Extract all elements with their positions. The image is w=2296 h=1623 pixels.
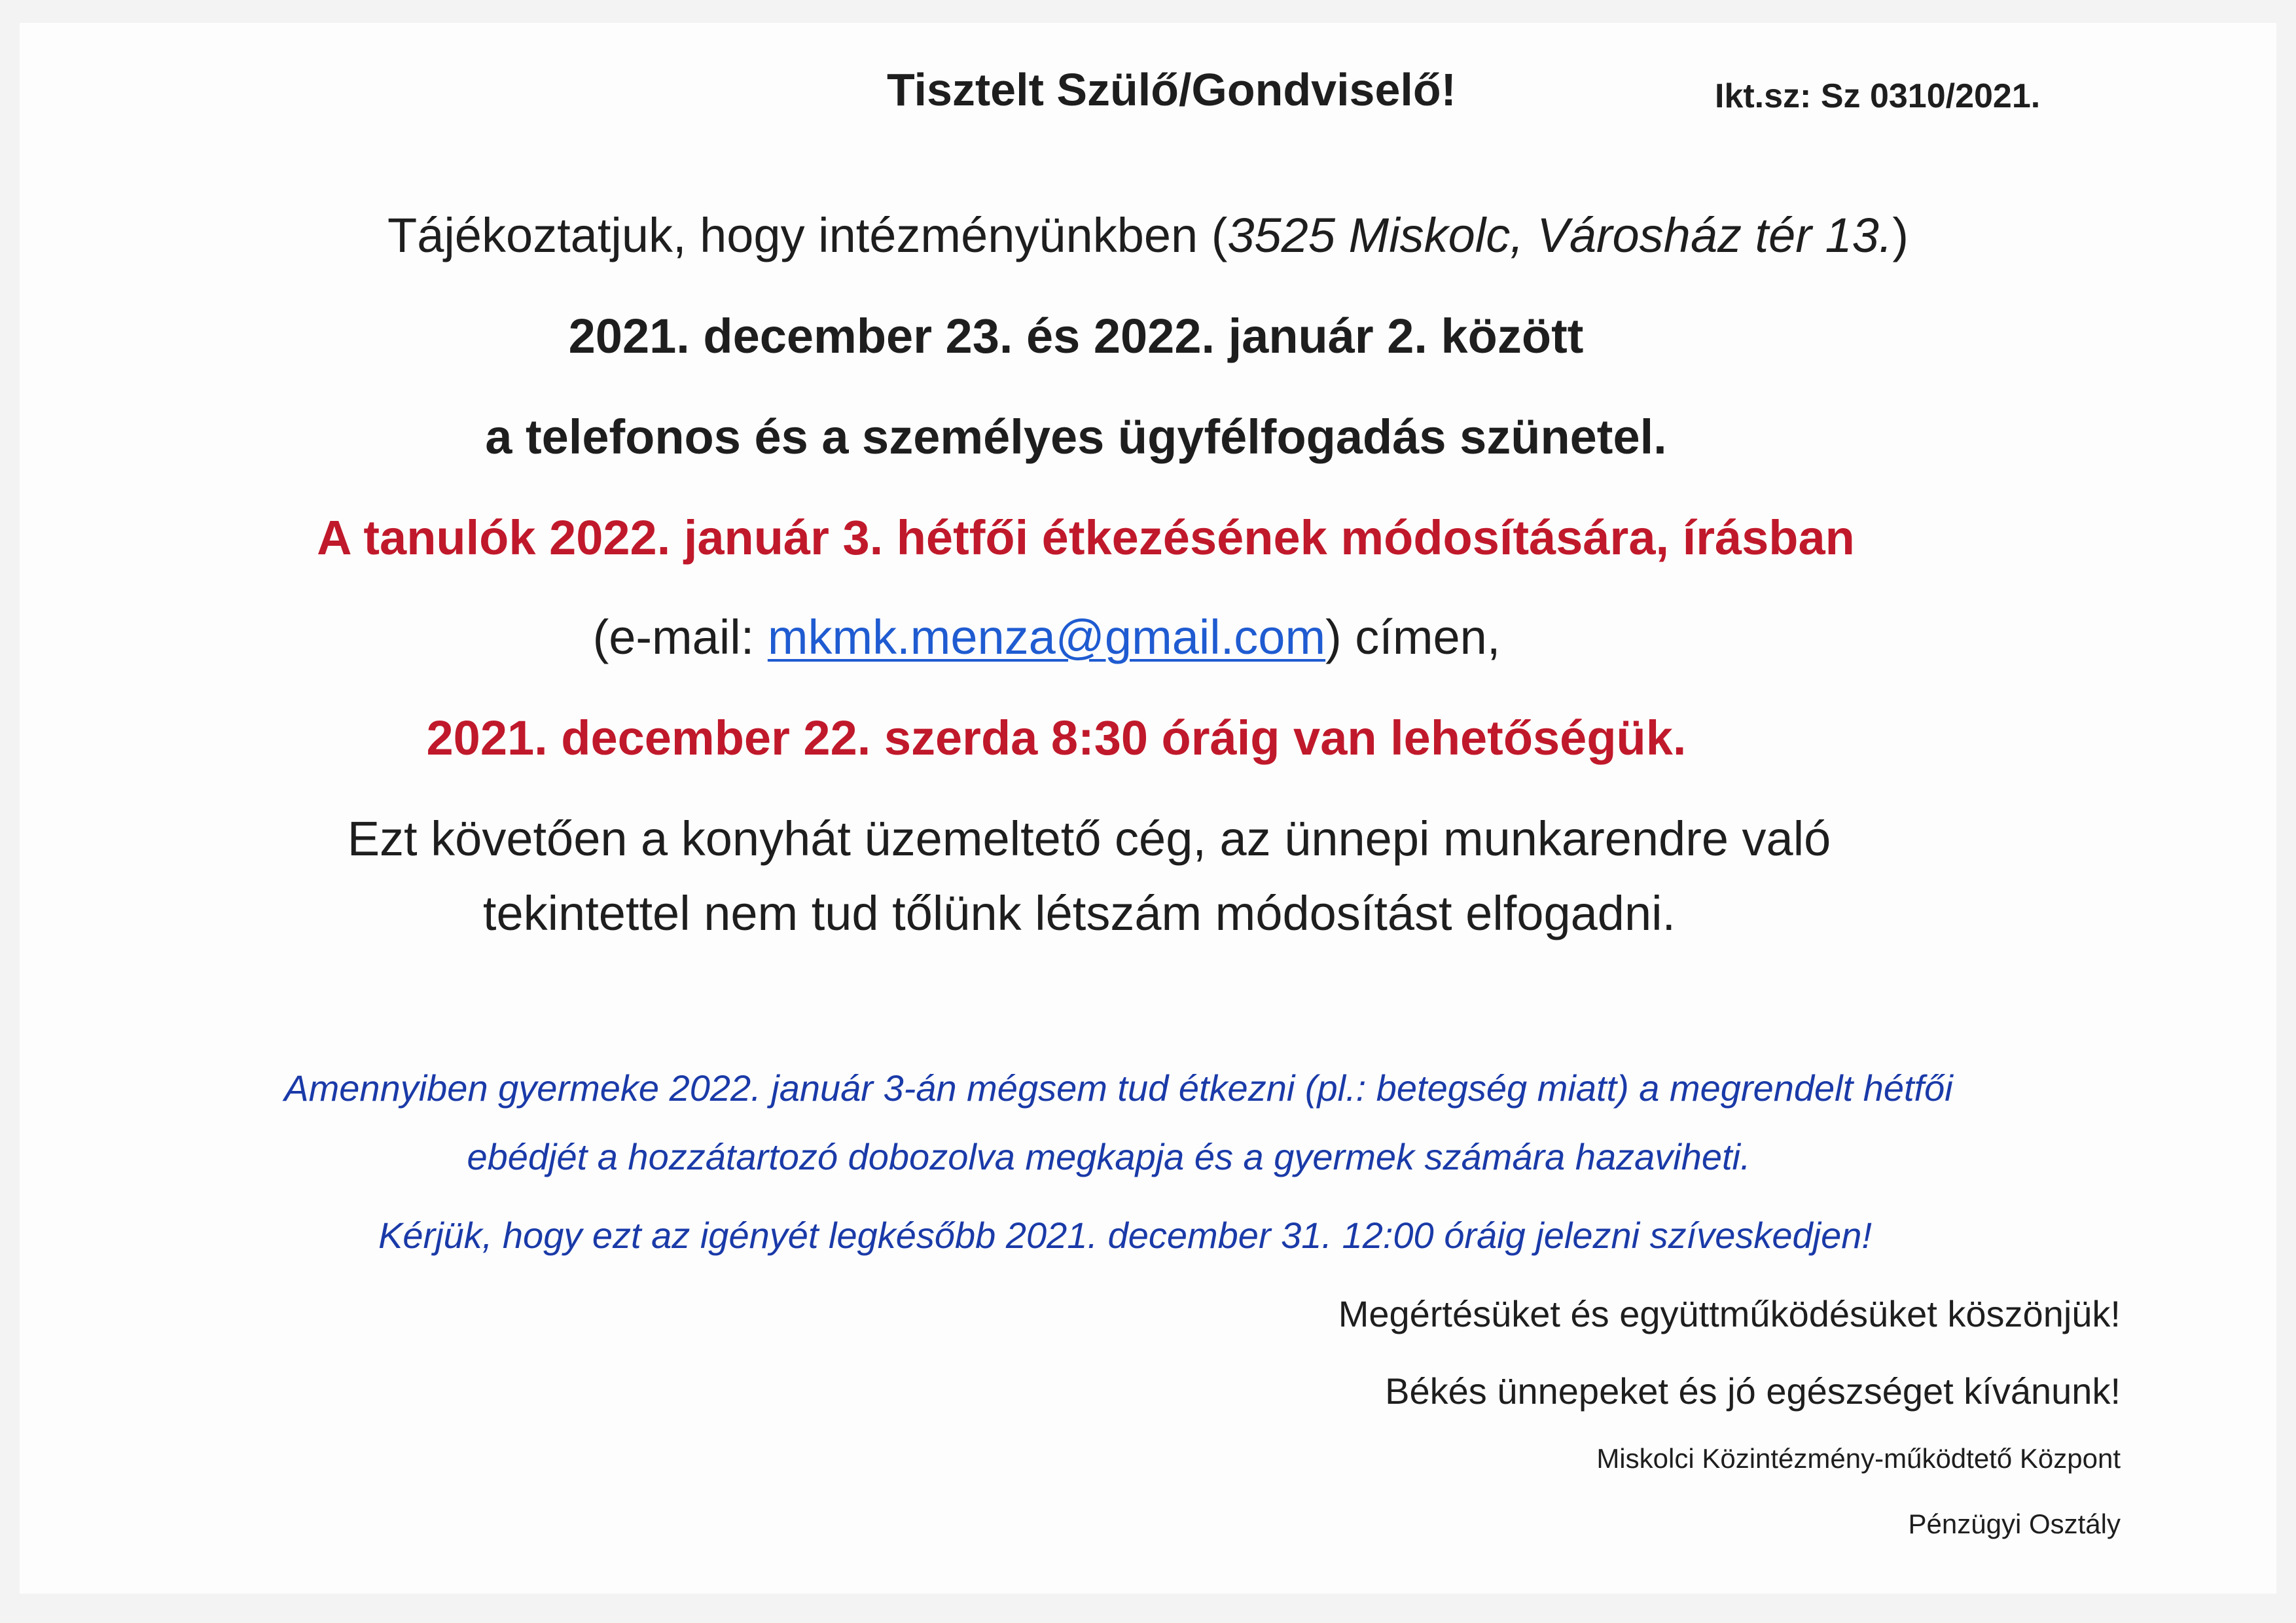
notice-line2: ebédjét a hozzátartozó dobozolva megkapja és a gyermek számára hazaviheti.: [467, 1136, 1751, 1177]
suspension-notice: a telefonos és a személyes ügyfélfogadás szünetel.: [485, 410, 1667, 464]
deadline-notice: 2021. december 22. szerda 8:30 óráig van lehetőségük.: [426, 711, 1687, 765]
closing-thanks: Megértésüket és együttműködésüket köszönjük!: [1338, 1293, 2121, 1334]
notice-line1: Amennyiben gyermeke 2022. január 3-án mégsem tud étkezni (pl.: betegség miatt) a megrendelt hétfői: [284, 1067, 1953, 1109]
department-name: Pénzügyi Osztály: [1908, 1508, 2121, 1539]
after-text-line1: Ezt követően a konyhát üzemeltető cég, az ünnepi munkarendre való: [347, 812, 1831, 866]
email-prefix: (e-mail:: [592, 610, 768, 664]
document-page: [20, 23, 2276, 1594]
email-link[interactable]: mkmk.menza@gmail.com: [767, 610, 1326, 664]
organization-name: Miskolci Közintézmény-működtető Központ: [1596, 1443, 2121, 1474]
after-text-line2: tekintettel nem tud tőlünk létszám módosítást elfogadni.: [482, 886, 1676, 940]
email-suffix: ) címen,: [1325, 610, 1501, 664]
salutation: Tisztelt Szülő/Gondviselő!: [887, 64, 1456, 115]
intro-after: ): [1892, 208, 1909, 262]
email-line: [0, 609, 2175, 665]
notice-line3: Kérjük, hogy ezt az igényét legkésőbb 2021. december 31. 12:00 óráig jelezni szíveskedjen!: [378, 1215, 1872, 1256]
intro-text: [20, 207, 2276, 263]
reference-number: Ikt.sz: Sz 0310/2021.: [1715, 77, 2041, 115]
meal-change-notice: A tanulók 2022. január 3. hétfői étkezésének módosítására, írásban: [317, 510, 1855, 565]
intro-address: 3525 Miskolc, Városház tér 13.: [1227, 208, 1893, 262]
intro-before: Tájékoztatjuk, hogy intézményünkben (: [387, 208, 1228, 262]
closure-period: 2021. december 23. és 2022. január 2. között: [568, 309, 1584, 363]
closing-wishes: Békés ünnepeket és jó egészséget kívánunk!: [1385, 1370, 2121, 1412]
